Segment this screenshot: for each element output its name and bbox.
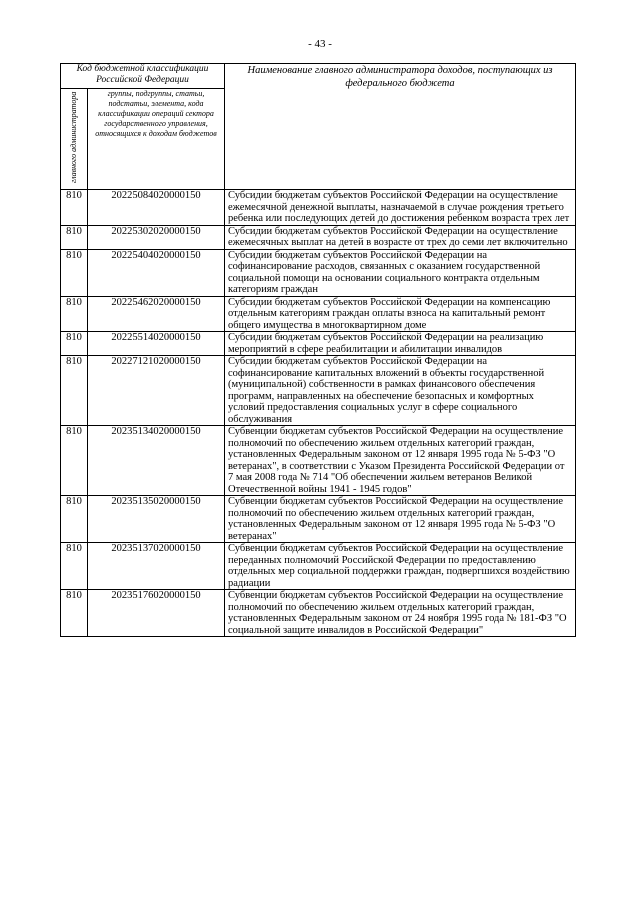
admin-name-cell: Субвенции бюджетам субъектов Российской Федерации на осуществление полномочий по обеспечению жильем отдельных категорий граждан, установленных Федеральным законом от 12 января 1995 года № 5-ФЗ "О ветеранах"	[225, 496, 576, 543]
admin-name-cell: Субвенции бюджетам субъектов Российской Федерации на осуществление полномочий по обеспечению жильем отдельных категорий граждан, установленных Федеральным законом от 12 января 1995 года № 5-ФЗ "О ветеранах", в соответствии с Указом Президента Российской Федерации от 7 мая 2008 года № 714 "Об обеспечении жильем ветеранов Великой Отечественной войны 1941 - 1945 годов"	[225, 426, 576, 496]
admin-name-cell: Субсидии бюджетам субъектов Российской Федерации на компенсацию отдельным категориям граждан оплаты взноса на капитальный ремонт общего имущества в многоквартирном доме	[225, 296, 576, 332]
budget-code-cell: 20235135020000150	[88, 496, 225, 543]
table-row	[61, 332, 576, 356]
budget-code-cell: 20227121020000150	[88, 356, 225, 426]
code-caption: Код бюджетной классификации Российской Федерации	[61, 64, 225, 89]
name-column-header: Наименование главного администратора доходов, поступающих из федерального бюджета	[225, 64, 576, 190]
codes-column-header: группы, подгруппы, статьи, подстатьи, элемента, кода классификации операций сектора государственного управления, относящихся к доходам бюджетов	[88, 89, 225, 190]
table-row	[61, 296, 576, 332]
admin-name-cell: Субсидии бюджетам субъектов Российской Федерации на осуществление ежемесячной денежной выплаты, назначаемой в случае рождения третьего ребенка или последующих детей до достижения ребенком возраста трех лет	[225, 190, 576, 226]
admin-code-cell: 810	[61, 249, 88, 296]
admin-name-cell: Субсидии бюджетам субъектов Российской Федерации на софинансирование расходов, связанных с оказанием государственной социальной помощи на основании социального контракта отдельным категориям граждан	[225, 249, 576, 296]
admin-code-cell: 810	[61, 225, 88, 249]
budget-code-cell: 20235134020000150	[88, 426, 225, 496]
table-row	[61, 543, 576, 590]
admin-name-cell: Субсидии бюджетам субъектов Российской Федерации на осуществление ежемесячных выплат на детей в возрасте от трех до семи лет включительно	[225, 225, 576, 249]
admin-name-cell: Субвенции бюджетам субъектов Российской Федерации на осуществление переданных полномочий Российской Федерации по предоставлению отдельных мер социальной поддержки граждан, подвергшихся воздействию радиации	[225, 543, 576, 590]
admin-code-cell: 810	[61, 296, 88, 332]
admin-name-cell: Субсидии бюджетам субъектов Российской Федерации на реализацию мероприятий в сфере реабилитации и абилитации инвалидов	[225, 332, 576, 356]
budget-code-cell: 20225084020000150	[88, 190, 225, 226]
table-row	[61, 190, 576, 226]
page-number: - 43 -	[308, 38, 332, 50]
budget-code-cell: 20235137020000150	[88, 543, 225, 590]
admin-code-cell: 810	[61, 356, 88, 426]
budget-code-cell: 20225462020000150	[88, 296, 225, 332]
budget-code-cell: 20225404020000150	[88, 249, 225, 296]
table-row	[61, 225, 576, 249]
budget-table	[60, 63, 576, 637]
admin-column-label: главного администратора	[69, 91, 78, 183]
table-row	[61, 356, 576, 426]
table-row	[61, 496, 576, 543]
admin-code-cell: 810	[61, 190, 88, 226]
admin-code-cell: 810	[61, 332, 88, 356]
budget-code-cell: 20225302020000150	[88, 225, 225, 249]
admin-code-cell: 810	[61, 496, 88, 543]
table-body	[61, 190, 576, 637]
admin-code-cell: 810	[61, 543, 88, 590]
budget-code-cell: 20235176020000150	[88, 590, 225, 637]
table-row	[61, 590, 576, 637]
table-row	[61, 249, 576, 296]
admin-code-cell: 810	[61, 426, 88, 496]
table-row	[61, 426, 576, 496]
admin-name-cell: Субвенции бюджетам субъектов Российской Федерации на осуществление полномочий по обеспечению жильем отдельных категорий граждан, установленных Федеральным законом от 24 ноября 1995 года № 181-ФЗ "О социальной защите инвалидов в Российской Федерации"	[225, 590, 576, 637]
budget-code-cell: 20225514020000150	[88, 332, 225, 356]
admin-name-cell: Субсидии бюджетам субъектов Российской Федерации на софинансирование капитальных вложений в объекты государственной (муниципальной) собственности в рамках финансового обеспечения программ, направленных на обеспечение безопасных и комфортных условий предоставления социальных услуг в сфере социального обслуживания	[225, 356, 576, 426]
admin-code-cell: 810	[61, 590, 88, 637]
table-header	[61, 64, 576, 190]
admin-column-header	[61, 89, 88, 190]
